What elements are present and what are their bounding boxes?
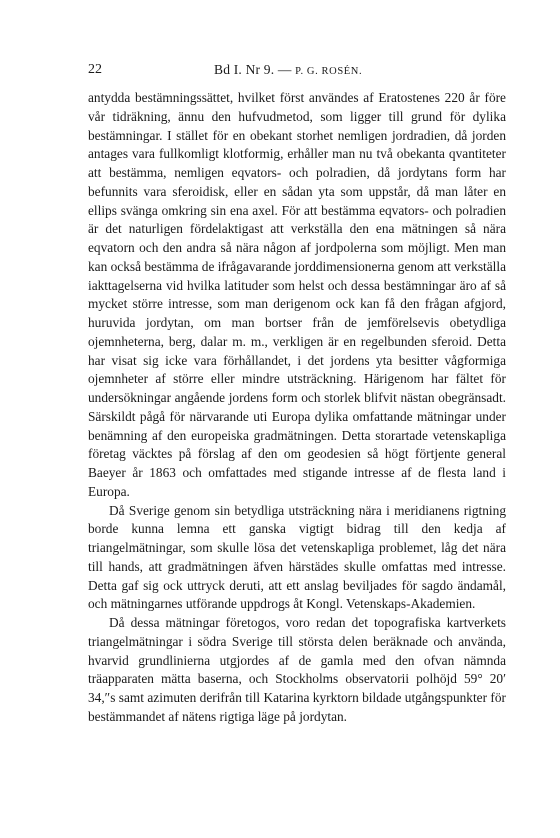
running-head (88, 62, 506, 82)
body-text (88, 89, 506, 727)
paragraph-1: antydda bestämningssättet, hvilket först användes af Eratostenes 220 år före vår tidräkning, ännu den hufvudmetod, som ligger till grund för dylika bestämningar. I stället för en obekant storhet nemligen jordradien, då jorden antages vara fullkomligt klotformig, erhåller man nu två obekanta qvantiteter att bestämma, nemligen eqvators- och polradien, då jordytans form har befunnits vara sferoidisk, eller en sådan yta som uppstår, då man låter en ellips svänga omkring sin ena axel. För att bestämma eqvators- och polradien är det naturligen fördelaktigast att verkställa den ena mätningen så nära eqvatorn och den andra så nära någon af jordpolerna som möjligt. Men man kan också bestämma de ifrågavarande jorddimensionerna genom att verkställa iakttagelserna vid hvilka latituder som helst och dessa bestämningar äro af så mycket större intresse, som man derigenom ock kan få den frågan afgjord, huruvida jordytan, om man bortser från de jemförelsevis obetydliga ojemnheterna, berg, dalar m. m., verkligen är en regelbunden sferoid. Detta har visat sig icke vara förhållandet, i det jordens yta besitter vågformiga ojemnheter af större eller mindre utsträckning. Härigenom har fältet för undersökningar angående jordens form och storlek blifvit nästan obegränsadt. Särskildt pågå för närvarande uti Europa dylika omfattande mätningar under benämning af den europeiska gradmätningen. Detta storartade vetenskapliga företag väcktes på förslag af den om geodesien så högt förtjente general Baeyer år 1863 och omfattades med stigande intresse af de flesta land i Europa. (88, 90, 506, 499)
paragraph-3: Då dessa mätningar företogos, voro redan det topografiska kartverkets triangelmätningar i södra Sverige till största delen beräknade och använda, hvarvid grundlinierna utgjordes af de gamla med den ofvan nämnda träapparaten mätta baserna, och Stockholms observatorii polhöjd 59° 20′ 34,″s samt azimuten derifrån till Katarina kyrktorn bildade utgångspunkter för bestämmandet af nätens rigtiga läge på jordytan. (88, 615, 506, 724)
header-volume-author (214, 62, 362, 78)
book-page (88, 62, 506, 727)
page-number: 22 (88, 62, 102, 77)
volume-issue: Bd I. Nr 9. — (214, 62, 296, 77)
author-name: P. G. ROSÉN. (295, 66, 363, 77)
paragraph-2: Då Sverige genom sin betydliga utsträckning nära i meridianens rigtning borde kunna lemna ett ganska vigtigt bidrag till den kedja af triangelmätningar, som skulle lösa det vetenskapliga problemet, låg det nära till hands, att gradmätningen äfven härstädes skulle omfattas med intresse. Detta gaf sig ock uttryck deruti, att ett anslag beviljades för sagdo ändamål, och mätningarnes utförande uppdrogs åt Kongl. Vetenskaps-Akademien. (88, 502, 506, 612)
